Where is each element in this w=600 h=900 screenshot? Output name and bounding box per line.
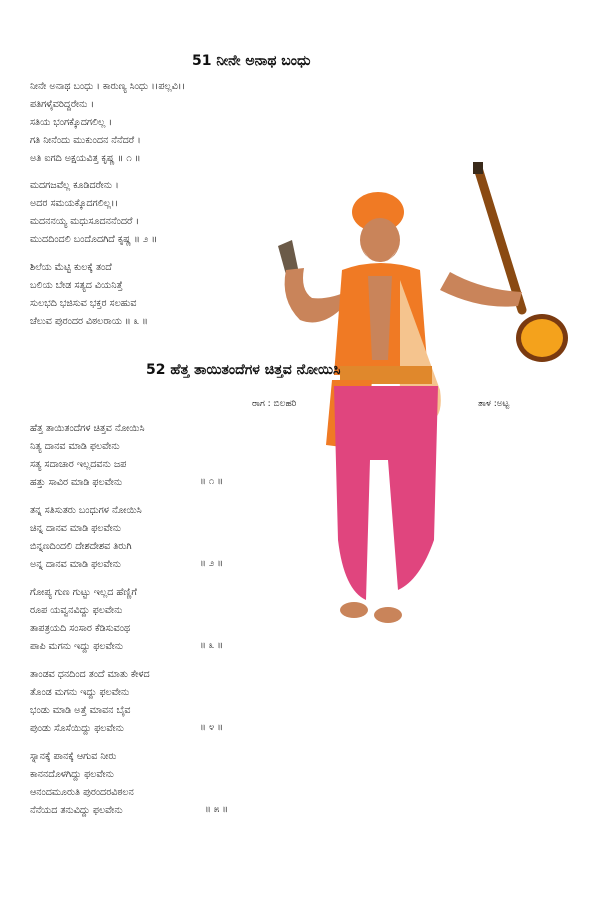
- lyric-line: ಮದನನಯ್ಯ ಮಧುಸೂದನನೆಂದರೆ ।: [30, 216, 140, 227]
- stanza-number: ॥ ೩ ॥: [200, 640, 223, 651]
- lyric-line: ಆನಂದಮೂರುತಿ ಪುರಂದರವಿಠಲನ: [30, 787, 134, 798]
- lyric-line: ಬಿನ್ನಣದಿಂದಲಿ ದೇಶದೇಶವ ತಿರುಗಿ: [30, 541, 132, 552]
- lyric-line: ಪತಿಗಳೈವರಿದ್ದರೇನು ।: [30, 99, 94, 110]
- stanza-number: ॥ ೪ ॥: [200, 722, 223, 733]
- lyric-line: ನಿತ್ಯ ದಾನವ ಮಾಡಿ ಫಲವೇನು: [30, 441, 120, 452]
- song-52-stanza-3: [30, 584, 137, 656]
- song-52-stanza-5: [30, 748, 134, 820]
- lyric-line: ತೊಂಡ ಮಗನು ಇದ್ದು ಫಲವೇನು: [30, 687, 130, 698]
- lyric-line: ತಾಂಡವ ಧನದಿಂದ ತಂದೆ ಮಾತು ಕೇಳದ: [30, 669, 150, 680]
- stanza-number: ॥ ೫ ॥: [205, 804, 228, 815]
- lyric-line: ಮುದದಿಂದಲಿ ಬಂದೊದಗಿದೆ ಕೃಷ್ಣ ॥ ೨ ॥: [30, 234, 157, 245]
- lyric-line: ಚೆಲುವ ಪುರಂದರ ವಿಠಲರಾಯ ॥ ೩ ॥: [30, 316, 148, 327]
- lyric-line: ಚಿನ್ನ ದಾನವ ಮಾಡಿ ಫಲವೇನು: [30, 523, 122, 534]
- lyric-line: ಪುಂಡು ಸೊಸೆಯಿದ್ದು ಫಲವೇನು: [30, 723, 124, 734]
- song-51-stanza-2: [30, 177, 157, 249]
- lyric-line: ಸುಲಭದಿ ಭಜಿಸುವ ಭಕ್ತರ ಸಲಹುವ: [30, 298, 137, 309]
- lyric-line: ಮದಗಜವೆಲ್ಲ ಕೂಡಿದರೇನು ।: [30, 180, 119, 191]
- lyric-line: ಹೆತ್ತ ತಾಯಿತಂದೆಗಳ ಚಿತ್ತವ ನೋಯಿಸಿ: [30, 423, 145, 434]
- stanza-number: ॥ ೨ ॥: [200, 558, 223, 569]
- lyric-line: ಅನ್ನ ದಾನವ ಮಾಡಿ ಫಲವೇನು: [30, 559, 121, 570]
- lyric-line: ಭಂಡು ಮಾಡಿ ಅತ್ತೆ ಮಾವನ ಬೈವ: [30, 705, 131, 716]
- lyric-line: ಗತಿ ನೀನೆಂದು ಮುಕುಂದನ ನೆನೆದರೆ ।: [30, 135, 141, 146]
- lyric-line: ಗೋಪ್ಯ ಗುಣ ಗುಟ್ಟು ಇಲ್ಲದ ಹೆಣ್ಣಿಗೆ: [30, 587, 137, 598]
- tala-label: ತಾಳ :ಅಟ್ಟ: [478, 399, 510, 409]
- saint-with-ektara-icon: [270, 160, 570, 630]
- song-52-stanza-4: [30, 666, 150, 738]
- song-52-title: 52 ಹೆತ್ತ ತಾಯಿತಂದೆಗಳ ಚಿತ್ತವ ನೋಯಿಸಿ: [146, 362, 341, 378]
- lyric-line: ಅದರ ಸಮಯಕ್ಕೊದಗಲಿಲ್ಲ।।: [30, 198, 119, 209]
- lyric-line: ಕಾನನದೊಳಗಿದ್ದು ಫಲವೇನು: [30, 769, 114, 780]
- lyric-line: ರೂಪ ಯವ್ವನವಿದ್ದು ಫಲವೇನು: [30, 605, 123, 616]
- song-52-stanza-2: [30, 502, 142, 574]
- lyric-line: ಹತ್ತು ಸಾವಿರ ಮಾಡಿ ಫಲವೇನು: [30, 477, 123, 488]
- song-51-stanza-3: [30, 259, 148, 331]
- lyric-line: ಬಲಿಯ ಬೇಡ ಸತ್ಯದ ವಿಯನಿತ್ತೆ: [30, 280, 123, 291]
- lyric-line: ನೆನೆಯದ ತನುವಿದ್ದು ಫಲವೇನು: [30, 805, 123, 816]
- lyric-line: ಸತಿಯ ಭಂಗಕ್ಕೊದಗಲಿಲ್ಲ ।: [30, 117, 112, 128]
- lyric-line: ತಾಪತ್ರಯದಿ ಸಂಸಾರ ಕೆಡಿಸುವಂಥ: [30, 623, 131, 634]
- song-51-stanza-1: [30, 78, 185, 168]
- lyric-line: ಸ್ನಾನಕ್ಕೆ ಪಾನಕ್ಕೆ ಆಗುವ ನೀರು: [30, 751, 117, 762]
- song-51-title: 51 ನೀನೇ ಅನಾಥ ಬಂಧು: [192, 53, 311, 69]
- lyric-line: ಶಿಲೆಯ ಮೆಟ್ಟಿ ಕುಲಕ್ಕೆ ತಂದೆ: [30, 262, 112, 273]
- lyric-line: ಪಾಪಿ ಮಗನು ಇದ್ದು ಫಲವೇನು: [30, 641, 124, 652]
- song-52-stanza-1: [30, 420, 145, 492]
- lyric-line: ತನ್ನ ಸತಿಸುತರು ಬಂಧುಗಳ ನೋಯಿಸಿ: [30, 505, 142, 516]
- lyric-line: ಸತ್ಯ ಸದಾಚಾರ ಇಲ್ಲದವನು ಜಪ: [30, 459, 127, 470]
- lyric-line: ಅತಿ ಐಗದಿ ಅಕ್ಷಯವಿತ್ತ ಕೃಷ್ಣ ॥ ೧ ॥: [30, 153, 141, 164]
- stanza-number: ॥ ೧ ॥: [200, 476, 223, 487]
- raga-label: ರಾಗ : ಬಿಲಹರಿ: [252, 399, 297, 409]
- lyric-line: ನೀನೇ ಅನಾಥ ಬಂಧು । ಕಾರುಣ್ಯ ಸಿಂಧು ।।ಪಲ್ಲವಿ।।: [30, 81, 186, 92]
